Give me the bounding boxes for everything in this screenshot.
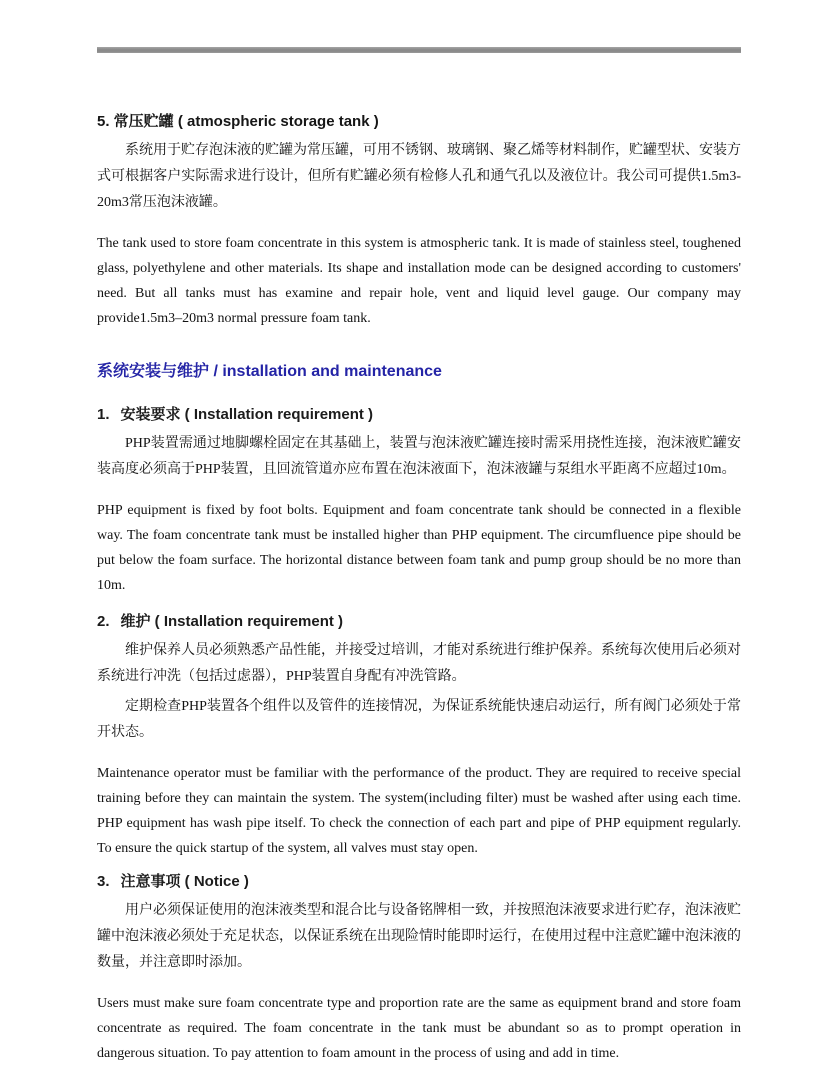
- top-divider-rule: [97, 47, 741, 53]
- maintenance-paragraph-chinese-2: 定期检查PHP装置各个组件以及管件的连接情况，为保证系统能快速启动运行，所有阀门必须处于常开状态。: [97, 699, 741, 740]
- notice-paragraph-chinese: 用户必须保证使用的泡沫液类型和混合比与设备铭牌相一致，并按照泡沫液要求进行贮存，泡沫液贮罐中泡沫液必须处于充足状态，以保证系统在出现险情时能即时运行，在使用过程中注意贮罐中泡沫液的数量，并注意即时添加。: [97, 903, 741, 970]
- subsection-number: 1.: [97, 406, 110, 423]
- subsection-number: 2.: [97, 613, 110, 630]
- subsection-title: 维护 ( Installation requirement ): [120, 613, 344, 630]
- subsection-heading-installation-requirement: [97, 404, 741, 425]
- tank-paragraph-english: The tank used to store foam concentrate in this system is atmospheric tank. It is made of stainless steel, toughened glass, polyethylene and other materials. Its shape and installation mode can be designed according to customers' need. But all tanks must has examine and repair hole, vent and liquid level gauge. Our company may provide1.5m3–20m3 normal pressure foam tank.: [97, 236, 741, 326]
- subsection-title: 注意事项 ( Notice ): [120, 873, 249, 890]
- installation-paragraph-chinese: PHP装置需通过地脚螺栓固定在其基础上，装置与泡沫液贮罐连接时需采用挠性连接，泡沫液贮罐安装高度必须高于PHP装置，且回流管道亦应布置在泡沫液面下，泡沫液罐与泵组水平距离不应超过10m。: [97, 436, 741, 477]
- subsection-title: 安装要求 ( Installation requirement ): [120, 406, 374, 423]
- section-atmospheric-storage-tank: [97, 111, 741, 331]
- section-heading-atmospheric-storage-tank: 5. 常压贮罐 ( atmospheric storage tank ): [97, 113, 379, 130]
- installation-paragraph-english: PHP equipment is fixed by foot bolts. Equipment and foam concentrate tank should be connected in a flexible way. The foam concentrate tank must be installed higher than PHP equipment. The circumfluence pipe should be put below the foam surface. The horizontal distance between foam tank and pump group should be no more than 10m.: [97, 503, 741, 593]
- section-installation-and-maintenance: [97, 361, 741, 1066]
- subsection-maintenance: [97, 611, 741, 861]
- subsection-number: 3.: [97, 873, 110, 890]
- chapter-heading-installation-maintenance: 系统安装与维护 / installation and maintenance: [97, 363, 442, 380]
- maintenance-paragraph-english: Maintenance operator must be familiar with the performance of the product. They are required to receive special training before they can maintain the system. The system(including filter) must be washed after using each time. PHP equipment has wash pipe itself. To check the connection of each part and pipe of PHP equipment regularly. To ensure the quick startup of the system, all valves must stay open.: [97, 766, 741, 856]
- subsection-installation-requirement: [97, 404, 741, 598]
- subsection-heading-maintenance: [97, 611, 741, 632]
- maintenance-paragraph-chinese-1: 维护保养人员必须熟悉产品性能，并接受过培训，才能对系统进行维护保养。系统每次使用后必须对系统进行冲洗（包括过虑器），PHP装置自身配有冲洗管路。: [97, 643, 741, 684]
- subsection-notice: [97, 871, 741, 1066]
- subsection-heading-notice: [97, 871, 741, 892]
- document-page: [0, 47, 830, 1061]
- tank-paragraph-chinese: 系统用于贮存泡沫液的贮罐为常压罐，可用不锈钢、玻璃钢、聚乙烯等材料制作，贮罐型状、安装方式可根据客户实际需求进行设计，但所有贮罐必须有检修人孔和通气孔以及液位计。我公司可提供1.5m3-20m3常压泡沫液罐。: [97, 143, 741, 210]
- notice-paragraph-english: Users must make sure foam concentrate type and proportion rate are the same as equipment brand and store foam concentrate as required. The foam concentrate in the tank must be abundant so as to prompt operation in dangerous situation. To pay attention to foam amount in the process of using and add in time.: [97, 996, 741, 1061]
